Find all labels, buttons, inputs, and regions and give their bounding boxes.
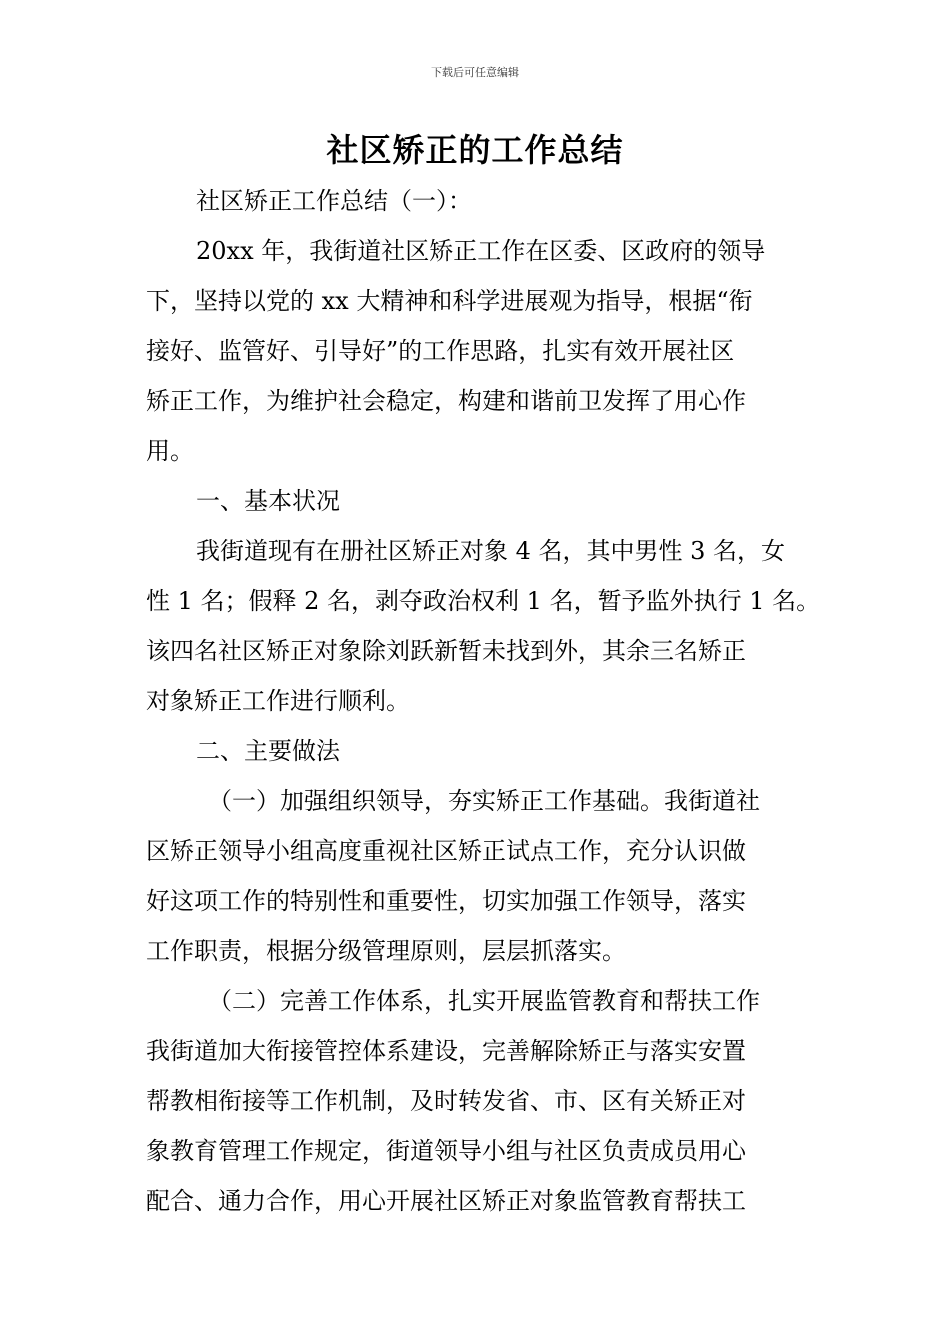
paragraph-line: 我街道加大衔接管控体系建设，完善解除矫正与落实安置 xyxy=(146,1037,746,1065)
paragraph-line: 工作职责，根据分级管理原则，层层抓落实。 xyxy=(146,937,626,965)
paragraph-line: 下，坚持以党的 xx 大精神和科学进展观为指导，根据“衔 xyxy=(146,287,753,315)
document-title: 社区矫正的工作总结 xyxy=(326,131,624,169)
page-header: 下载后可任意编辑 xyxy=(431,66,519,79)
paragraph-line: 该四名社区矫正对象除刘跃新暂未找到外，其余三名矫正 xyxy=(146,637,746,665)
paragraph-line: （一）加强组织领导，夯实矫正工作基础。我街道社 xyxy=(208,787,760,815)
section-heading: 社区矫正工作总结（一）： xyxy=(196,187,472,215)
section-heading: 二、主要做法 xyxy=(196,737,340,765)
paragraph-line: 我街道现有在册社区矫正对象 4 名，其中男性 3 名，女 xyxy=(196,537,786,565)
section-heading: 一、基本状况 xyxy=(196,487,340,515)
paragraph-line: 接好、监管好、引导好”的工作思路，扎实有效开展社区 xyxy=(146,337,735,365)
paragraph-line: 用。 xyxy=(146,437,194,465)
paragraph-line: 好这项工作的特别性和重要性，切实加强工作领导，落实 xyxy=(146,887,746,915)
paragraph-line: 区矫正领导小组高度重视社区矫正试点工作，充分认识做 xyxy=(146,837,746,865)
paragraph-line: 对象矫正工作进行顺利。 xyxy=(146,687,410,715)
paragraph-line: 象教育管理工作规定，街道领导小组与社区负责成员用心 xyxy=(146,1137,746,1165)
document-body xyxy=(146,176,821,1226)
paragraph-line: 矫正工作，为维护社会稳定，构建和谐前卫发挥了用心作 xyxy=(146,387,746,415)
paragraph-line: （二）完善工作体系，扎实开展监管教育和帮扶工作 xyxy=(208,987,760,1015)
paragraph-line: 性 1 名；假释 2 名，剥夺政治权利 1 名，暂予监外执行 1 名。 xyxy=(146,587,821,615)
paragraph-line: 20xx 年，我街道社区矫正工作在区委、区政府的领导 xyxy=(196,237,766,265)
paragraph-line: 配合、通力合作，用心开展社区矫正对象监管教育帮扶工 xyxy=(146,1187,746,1215)
paragraph-line: 帮教相衔接等工作机制，及时转发省、市、区有关矫正对 xyxy=(146,1087,746,1115)
